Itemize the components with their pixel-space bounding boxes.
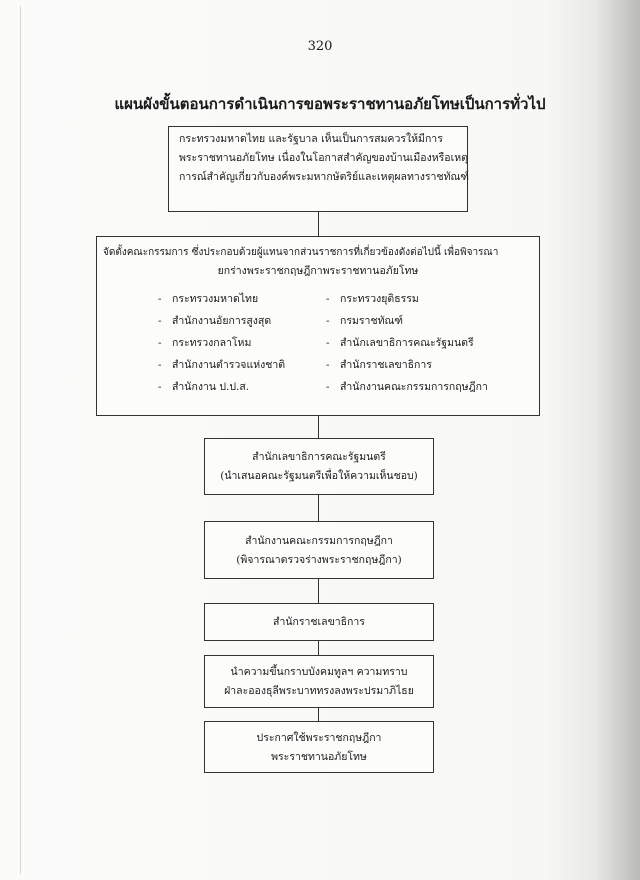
committee-member: - กรมราชทัณฑ์ (326, 310, 488, 332)
step-3-box (204, 438, 434, 495)
committee-member: - สำนักงานคณะกรรมการกฤษฎีกา (326, 376, 488, 398)
connector-1-2 (318, 212, 319, 236)
committee-member: - สำนักงานตำรวจแห่งชาติ (158, 354, 285, 376)
step-1-box (168, 126, 468, 212)
step-7-line-2: พระราชทานอภัยโทษ (271, 751, 367, 763)
committee-member: - กระทรวงยุติธรรม (326, 288, 488, 310)
committee-members-left (158, 288, 285, 398)
step-7-line-1: ประกาศใช้พระราชกฤษฎีกา (256, 732, 382, 744)
step-1-line-1: กระทรวงมหาดไทย และรัฐบาล เห็นเป็นการสมควรให้มีการ (179, 133, 443, 145)
committee-member: - กระทรวงมหาดไทย (158, 288, 285, 310)
step-3-line-1: สำนักเลขาธิการคณะรัฐมนตรี (252, 451, 386, 463)
step-6-line-2: ฝ่าละอองธุลีพระบาททรงลงพระปรมาภิไธย (224, 685, 414, 697)
step-1-line-3: การณ์สำคัญเกี่ยวกับองค์พระมหากษัตริย์และเหตุผลทางราชทัณฑ์ (179, 171, 469, 183)
step-1-line-2: พระราชทานอภัยโทษ เนื่องในโอกาสสำคัญของบ้านเมืองหรือเหตุ (179, 152, 468, 164)
connector-6-7 (318, 708, 319, 721)
page-number: 320 (307, 39, 333, 54)
committee-member: - กระทรวงกลาโหม (158, 332, 285, 354)
step-4-box (204, 521, 434, 579)
step-5-box (204, 603, 434, 641)
committee-member: - สำนักงานอัยการสูงสุด (158, 310, 285, 332)
step-4-line-2: (พิจารณาตรวจร่างพระราชกฤษฎีกา) (236, 554, 402, 566)
connector-4-5 (318, 579, 319, 603)
step-6-box (204, 655, 434, 708)
committee-member: - สำนักราชเลขาธิการ (326, 354, 488, 376)
step-5-line-1: สำนักราชเลขาธิการ (273, 616, 365, 628)
committee-member: - สำนักงาน ป.ป.ส. (158, 376, 285, 398)
flowchart-title: แผนผังขั้นตอนการดำเนินการขอพระราชทานอภัยโทษเป็นการทั่วไป (114, 95, 546, 113)
committee-members-right (326, 288, 488, 398)
step-4-line-1: สำนักงานคณะกรรมการกฤษฎีกา (245, 535, 393, 547)
connector-3-4 (318, 495, 319, 521)
step-2-line-2: ยกร่างพระราชกฤษฎีกาพระราชทานอภัยโทษ (217, 265, 419, 277)
step-2-line-1: จัดตั้งคณะกรรมการ ซึ่งประกอบด้วยผู้แทนจากส่วนราชการที่เกี่ยวข้องดังต่อไปนี้ เพื่อพิจารณา (103, 247, 499, 258)
committee-member: - สำนักเลขาธิการคณะรัฐมนตรี (326, 332, 488, 354)
step-7-box (204, 721, 434, 773)
connector-5-6 (318, 641, 319, 655)
step-6-line-1: นำความขึ้นกราบบังคมทูลฯ ความทราบ (230, 666, 408, 678)
connector-2-3 (318, 416, 319, 438)
step-3-line-2: (นำเสนอคณะรัฐมนตรีเพื่อให้ความเห็นชอบ) (220, 470, 418, 482)
